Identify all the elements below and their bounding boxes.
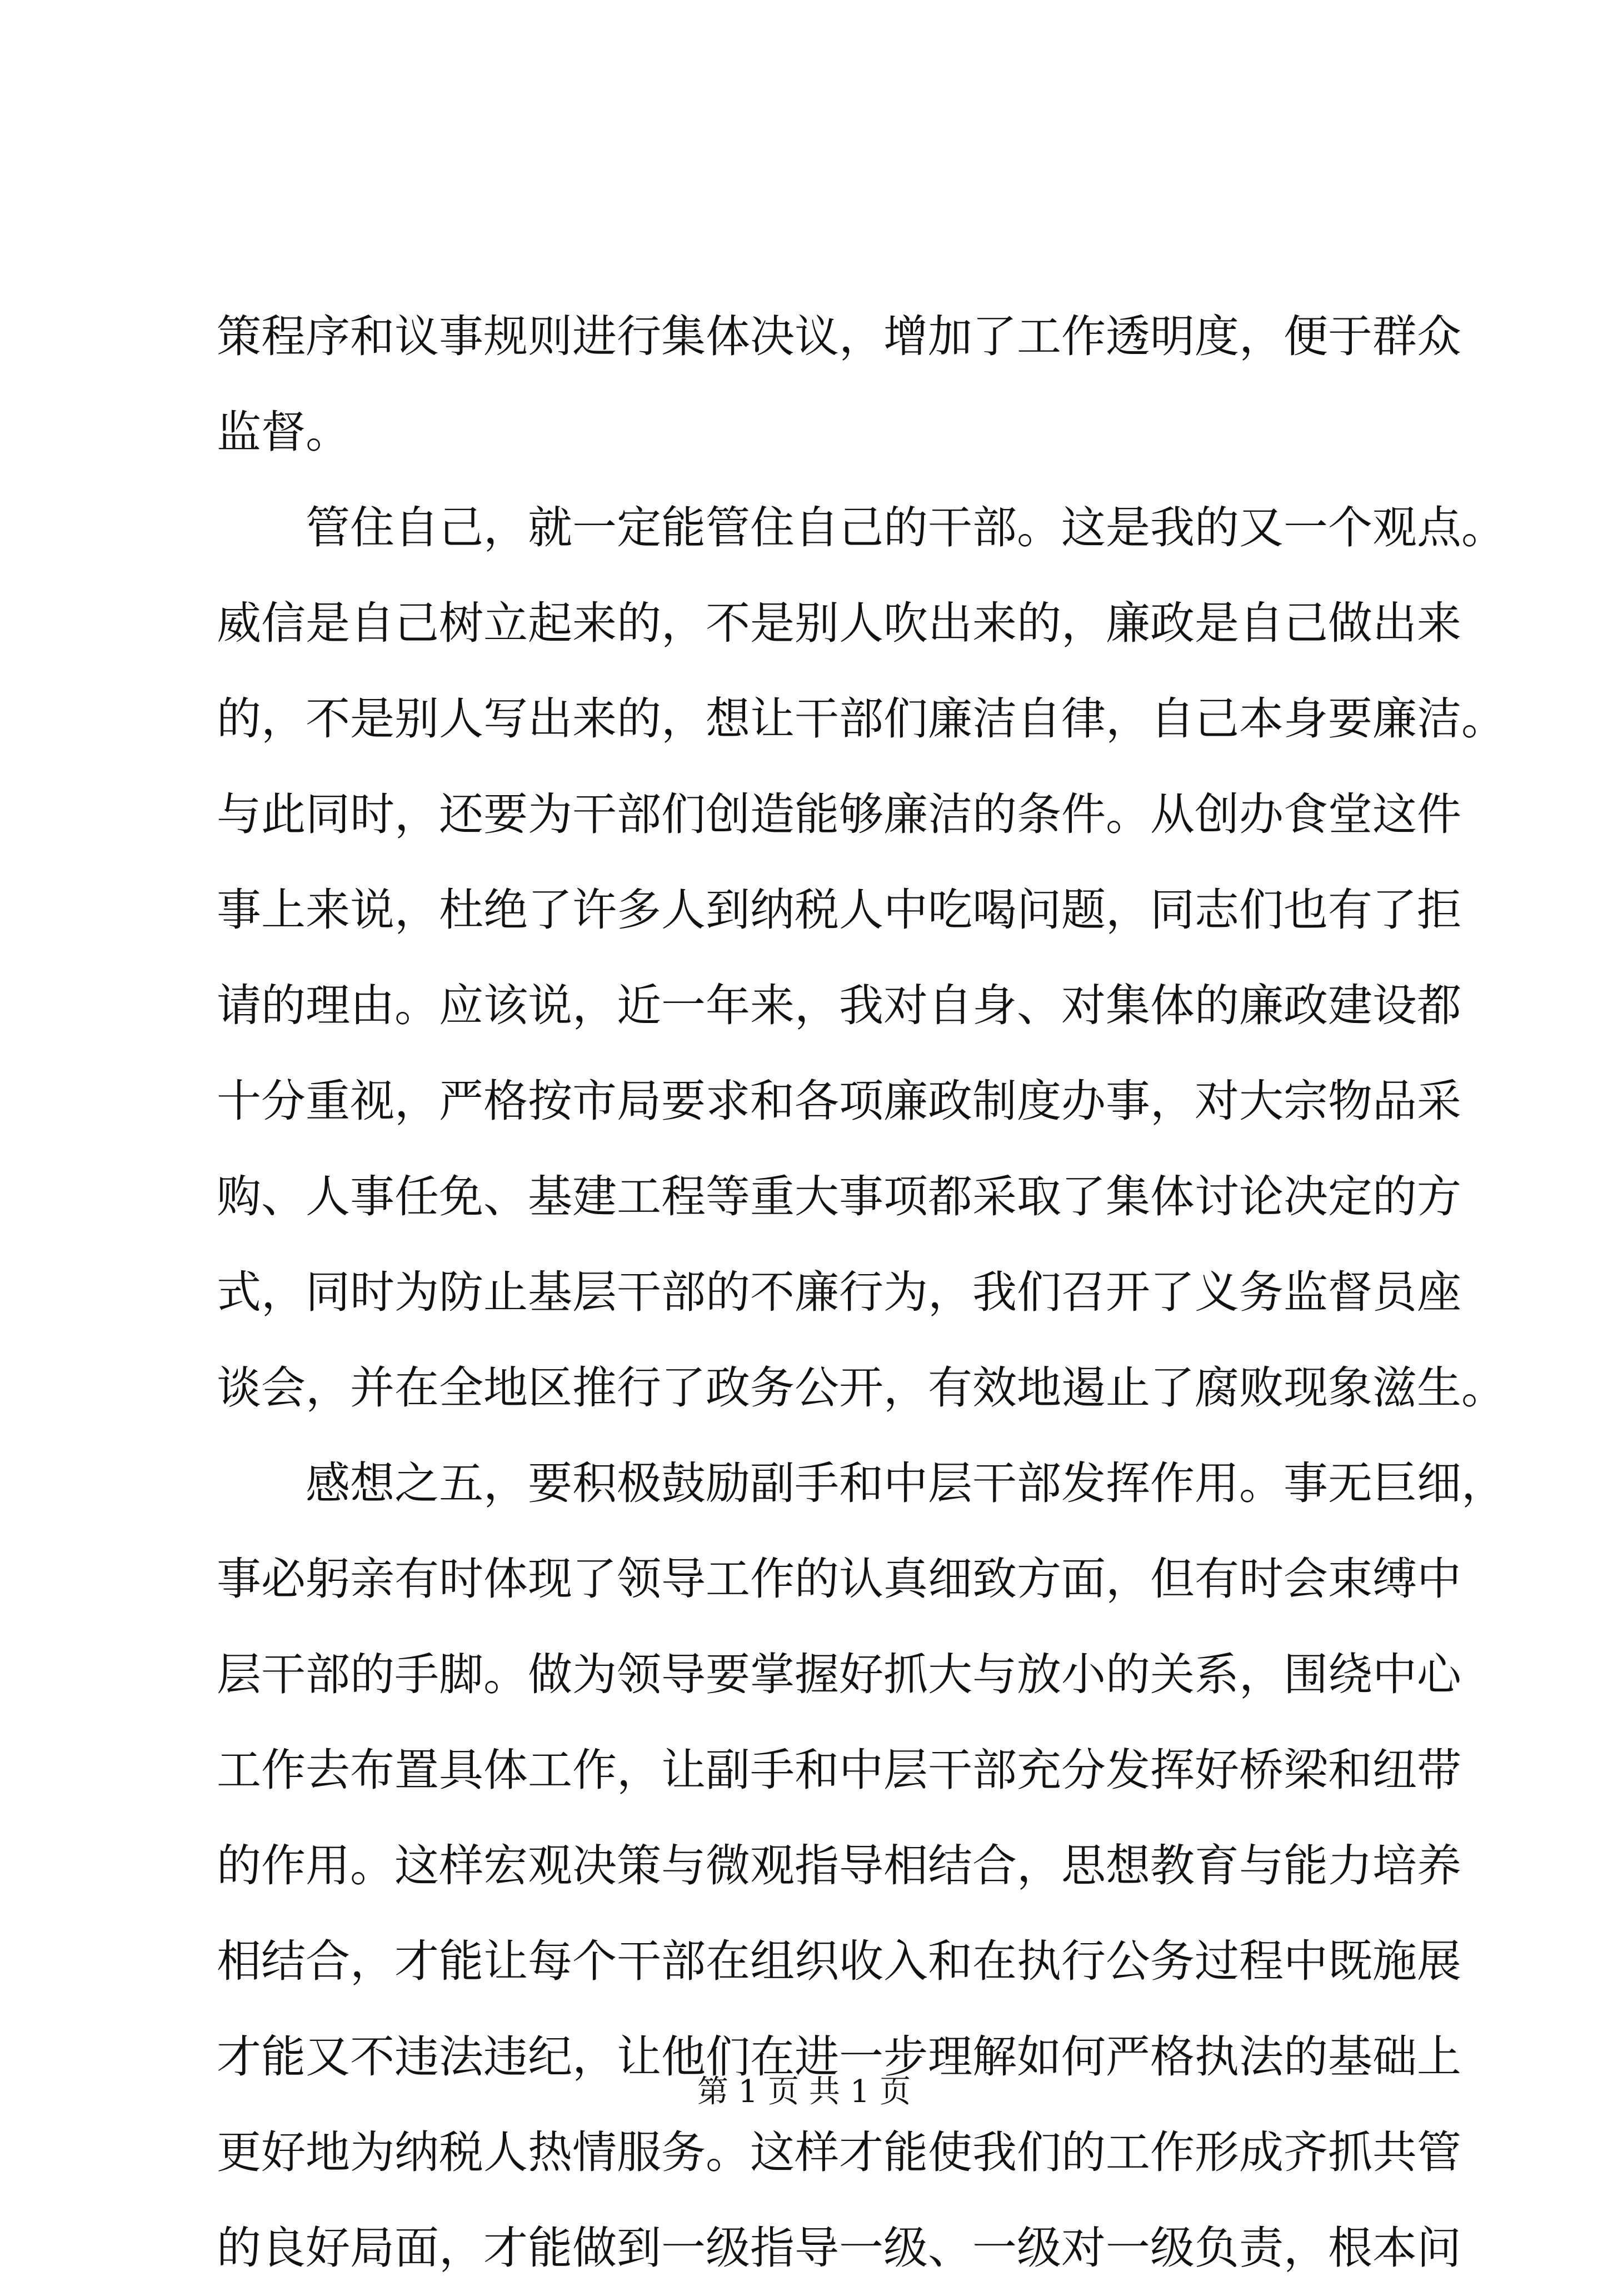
text-line: 事上来说，杜绝了许多人到纳税人中吃喝问题，同志们也有了拒 (217, 884, 1461, 936)
text-line: 与此同时，还要为干部们创造能够廉洁的条件。从创办食堂这件 (217, 788, 1461, 840)
text-line: 的作用。这样宏观决策与微观指导相结合，思想教育与能力培养 (217, 1840, 1461, 1891)
text-line: 相结合，才能让每个干部在组织收入和在执行公务过程中既施展 (217, 1935, 1461, 1987)
page-footer: 第 1 页 共 1 页 (697, 2074, 911, 2110)
text-line: 感想之五，要积极鼓励副手和中层干部发挥作用。事无巨细， (217, 1458, 1506, 1509)
text-line: 十分重视，严格按市局要求和各项廉政制度办事，对大宗物品采 (217, 1075, 1461, 1127)
document-body (217, 289, 1506, 2296)
text-line: 的良好局面，才能做到一级指导一级、一级对一级负责，根本问 (217, 2222, 1461, 2274)
text-line: 层干部的手脚。做为领导要掌握好抓大与放小的关系，围绕中心 (217, 1649, 1461, 1700)
text-line: 谈会，并在全地区推行了政务公开，有效地遏止了腐败现象滋生。 (217, 1362, 1506, 1414)
text-line: 工作去布置具体工作，让副手和中层干部充分发挥好桥梁和纽带 (217, 1744, 1461, 1796)
text-line: 监督。 (217, 406, 350, 458)
text-line: 威信是自己树立起来的，不是别人吹出来的，廉政是自己做出来 (217, 597, 1461, 649)
text-line: 更好地为纳税人热情服务。这样才能使我们的工作形成齐抓共管 (217, 2127, 1461, 2178)
text-line: 式，同时为防止基层干部的不廉行为，我们召开了义务监督员座 (217, 1266, 1461, 1318)
text-line: 才能又不违法违纪，让他们在进一步理解如何严格执法的基础上 (217, 2031, 1461, 2083)
text-line: 策程序和议事规则进行集体决议，增加了工作透明度，便于群众 (217, 311, 1461, 362)
text-line: 事必躬亲有时体现了领导工作的认真细致方面，但有时会束缚中 (217, 1553, 1461, 1605)
text-line: 管住自己，就一定能管住自己的干部。这是我的又一个观点。 (217, 502, 1506, 553)
text-line: 的，不是别人写出来的，想让干部们廉洁自律，自己本身要廉洁。 (217, 693, 1506, 745)
text-line: 购、人事任免、基建工程等重大事项都采取了集体讨论决定的方 (217, 1171, 1461, 1222)
text-line: 请的理由。应该说，近一年来，我对自身、对集体的廉政建设都 (217, 980, 1461, 1031)
